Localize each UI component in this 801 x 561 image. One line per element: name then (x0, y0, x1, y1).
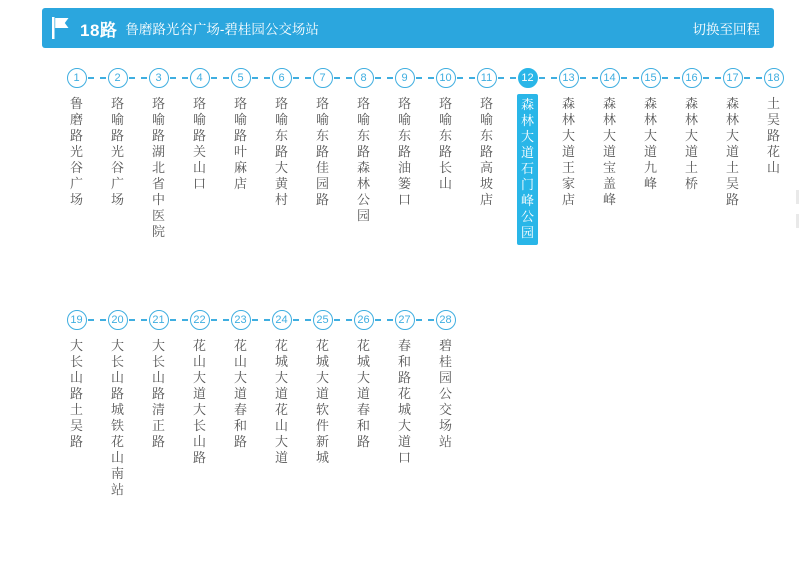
stop-item[interactable] (179, 310, 220, 466)
stop-index-badge: 13 (559, 68, 579, 88)
stop-item[interactable] (630, 68, 671, 192)
stop-name-label: 大长山路城铁花山南站 (110, 338, 124, 497)
route-name: 鲁磨路光谷广场-碧桂园公交场站 (125, 22, 319, 37)
stop-index-badge: 12 (518, 68, 538, 88)
stop-index-badge: 2 (108, 68, 128, 88)
stop-item[interactable] (261, 68, 302, 208)
stop-name-label: 珞喻东路佳园路 (315, 96, 329, 207)
stop-index-badge: 5 (231, 68, 251, 88)
stop-item[interactable] (343, 68, 384, 224)
route-number: 18路 (80, 20, 118, 40)
stop-item[interactable] (343, 310, 384, 450)
stop-index-badge: 6 (272, 68, 292, 88)
stop-index-badge: 23 (231, 310, 251, 330)
stop-name-label: 花山大道大长山路 (192, 338, 206, 465)
stop-index-badge: 7 (313, 68, 333, 88)
stop-item[interactable] (712, 68, 753, 208)
stop-name-label: 珞喻东路森林公园 (356, 96, 370, 223)
stop-index-badge: 3 (149, 68, 169, 88)
stop-name-label: 碧桂园公交场站 (438, 338, 452, 449)
stop-index-badge: 25 (313, 310, 333, 330)
stop-index-badge: 20 (108, 310, 128, 330)
stop-index-badge: 28 (436, 310, 456, 330)
stop-row-outbound-second (56, 310, 466, 498)
stop-name-label: 土吴路花山 (766, 96, 780, 175)
stop-item[interactable] (589, 68, 630, 208)
stop-item[interactable] (753, 68, 794, 176)
stop-name-label: 鲁磨路光谷广场 (69, 96, 83, 207)
stop-index-badge: 16 (682, 68, 702, 88)
stop-item[interactable] (466, 68, 507, 208)
stop-name-label: 花城大道软件新城 (315, 338, 329, 465)
stop-name-label: 珞喻东路大黄村 (274, 96, 288, 207)
stop-item[interactable] (302, 310, 343, 466)
stop-item[interactable] (425, 68, 466, 192)
stop-index-badge: 4 (190, 68, 210, 88)
stop-name-label: 珞喻路湖北省中医院 (151, 96, 165, 239)
stop-item[interactable] (425, 310, 466, 450)
stop-item[interactable] (138, 68, 179, 240)
route-header (42, 8, 774, 48)
stop-item[interactable] (138, 310, 179, 450)
stop-index-badge: 18 (764, 68, 784, 88)
stop-item[interactable] (302, 68, 343, 208)
stop-index-badge: 26 (354, 310, 374, 330)
stop-index-badge: 21 (149, 310, 169, 330)
stop-name-label: 珞喻东路油篓口 (397, 96, 411, 207)
stop-index-badge: 24 (272, 310, 292, 330)
stop-name-label: 森林大道王家店 (561, 96, 575, 207)
stop-item[interactable] (220, 68, 261, 192)
stop-name-label: 森林大道宝盖峰 (602, 96, 616, 207)
stop-name-label: 花城大道春和路 (356, 338, 370, 449)
stop-index-badge: 15 (641, 68, 661, 88)
stop-name-label: 森林大道土桥 (684, 96, 698, 191)
stop-name-label: 珞喻东路长山 (438, 96, 452, 191)
stop-index-badge: 19 (67, 310, 87, 330)
stop-name-label: 花城大道花山大道 (274, 338, 288, 465)
stop-name-label: 大长山路清正路 (151, 338, 165, 449)
stop-name-label: 珞喻路关山口 (192, 96, 206, 191)
stop-item[interactable] (261, 310, 302, 466)
stop-name-label: 森林大道土吴路 (725, 96, 739, 207)
stop-name-label: 森林大道九峰 (643, 96, 657, 191)
stop-name-label: 大长山路土吴路 (69, 338, 83, 449)
stop-name-label: 森林大道石门峰公园 (517, 94, 538, 245)
stop-item[interactable] (384, 310, 425, 466)
stop-index-badge: 17 (723, 68, 743, 88)
stop-item[interactable] (56, 310, 97, 450)
stop-index-badge: 11 (477, 68, 497, 88)
stop-row-outbound-first (56, 68, 794, 245)
stop-item[interactable] (56, 68, 97, 208)
stop-index-badge: 8 (354, 68, 374, 88)
stop-item[interactable] (97, 68, 138, 208)
stop-name-label: 春和路花城大道口 (397, 338, 411, 465)
stop-index-badge: 14 (600, 68, 620, 88)
stop-index-badge: 1 (67, 68, 87, 88)
scroll-hint-mark (796, 190, 799, 204)
flag-icon (52, 17, 70, 39)
stop-name-label: 珞喻东路高坡店 (479, 96, 493, 207)
switch-direction-button[interactable]: 切换至回程 (687, 14, 767, 42)
stop-item[interactable] (384, 68, 425, 208)
stop-name-label: 珞喻路叶麻店 (233, 96, 247, 191)
stop-name-label: 花山大道春和路 (233, 338, 247, 449)
stop-item[interactable] (548, 68, 589, 208)
stop-index-badge: 27 (395, 310, 415, 330)
stop-item[interactable] (97, 310, 138, 498)
stop-item[interactable] (179, 68, 220, 192)
scroll-hint-mark (796, 214, 799, 228)
stop-index-badge: 9 (395, 68, 415, 88)
stop-item[interactable] (507, 68, 548, 245)
stop-name-label: 珞喻路光谷广场 (110, 96, 124, 207)
stop-item[interactable] (671, 68, 712, 192)
stop-index-badge: 22 (190, 310, 210, 330)
stop-index-badge: 10 (436, 68, 456, 88)
stop-item[interactable] (220, 310, 261, 450)
